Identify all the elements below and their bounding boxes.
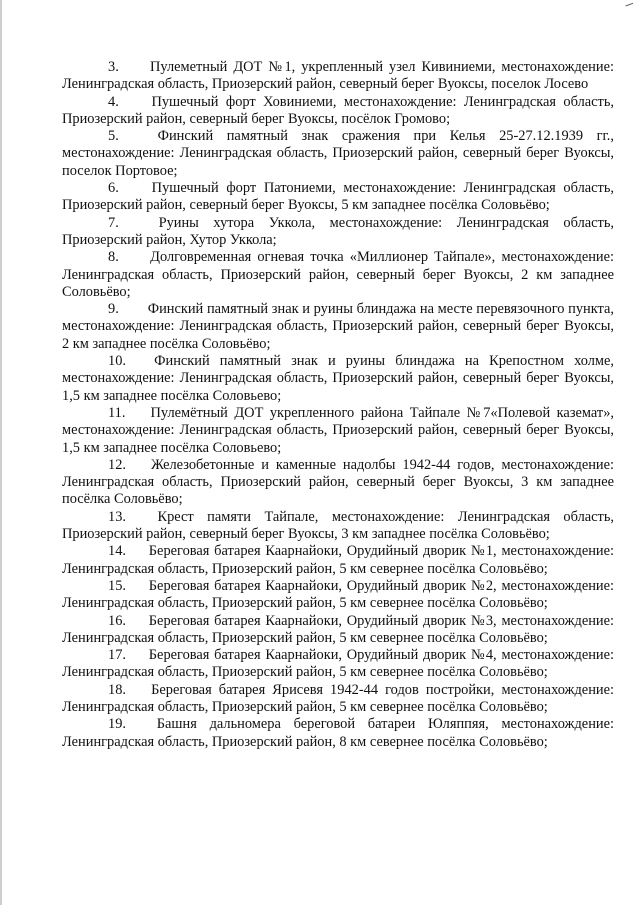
item-number: 4. xyxy=(108,93,119,110)
item-number: 15. xyxy=(108,577,126,594)
monument-list xyxy=(62,59,614,751)
list-item xyxy=(62,682,614,717)
list-item xyxy=(62,509,614,544)
list-item xyxy=(62,613,614,648)
list-item xyxy=(62,94,614,129)
item-number: 10. xyxy=(108,353,126,370)
item-number: 11. xyxy=(108,404,126,421)
item-text: Железобетонные и каменные надолбы 1942-44 годов, местонахождение: Ленинградская область, Приозерский район, северный берег Вуоксы, 3 км западнее посёлка Соловьёво; xyxy=(62,456,614,508)
item-number: 14. xyxy=(108,543,126,560)
item-text: Финский памятный знак и руины блиндажа на Крепостном холме, местонахождение: Ленинградская область, Приозерский район, северный берег Вуоксы, 1,5 км западнее посёлка Соловьево; xyxy=(62,353,614,404)
item-text: Пулеметный ДОТ №1, укрепленный узел Кивиниеми, местонахождение: Ленинградская область, Приозерский район, северный берег Вуоксы, поселок Лосево xyxy=(62,59,614,93)
list-item xyxy=(62,59,614,94)
item-number: 5. xyxy=(108,128,119,145)
item-text: Береговая батарея Каарнайоки, Орудийный дворик №2, местонахождение: Ленинградская область, Приозерский район, 5 км севернее посёлка Соловьёво; xyxy=(62,577,614,612)
list-item xyxy=(62,647,614,682)
item-number: 6. xyxy=(108,180,119,197)
item-number: 9. xyxy=(108,301,119,318)
item-text: Крест памяти Тайпале, местонахождение: Ленинградская область, Приозерский район, северный берег Вуоксы, 3 км западнее посёлка Соловьёво; xyxy=(62,508,614,543)
list-item xyxy=(62,215,614,250)
item-text: Руины хутора Уккола, местонахождение: Ленинградская область, Приозерский район, Хутор Уккола; xyxy=(62,214,614,248)
list-item xyxy=(62,301,614,353)
list-item xyxy=(62,405,614,457)
item-text: Береговая батарея Ярисевя 1942-44 годов постройки, местонахождение: Ленинградская область, Приозерский район, 5 км севернее посёлка Соловьёво; xyxy=(62,681,614,715)
list-item xyxy=(62,353,614,405)
item-text: Долговременная огневая точка «Миллионер Тайпале», местонахождение: Ленинградская область, Приозерский район, северный берег Вуоксы, 2 км западнее Соловьёво; xyxy=(62,249,614,300)
scan-left-edge xyxy=(0,0,2,905)
list-item xyxy=(62,716,614,751)
list-item xyxy=(62,543,614,578)
item-number: 19. xyxy=(108,716,126,733)
item-text: Береговая батарея Каарнайоки, Орудийный дворик №3, местонахождение: Ленинградская область, Приозерский район, 5 км севернее посёлка Соловьёво; xyxy=(62,612,614,646)
item-number: 16. xyxy=(108,612,126,629)
item-text: Пушечный форт Ховиниеми, местонахождение: Ленинградская область, Приозерский район, северный берег Вуоксы, посёлок Громово; xyxy=(62,93,614,127)
item-number: 8. xyxy=(108,249,119,266)
list-item xyxy=(62,578,614,613)
list-item xyxy=(62,249,614,301)
item-number: 12. xyxy=(108,456,126,473)
scan-corner-mark xyxy=(625,3,634,10)
item-text: Финский памятный знак и руины блиндажа на месте перевязочного пункта, местонахождение: Ленинградская область, Приозерский район, северный берег Вуоксы, 2 км западнее посёлка Соловьёво; xyxy=(62,301,614,352)
item-text: Береговая батарея Каарнайоки, Орудийный дворик №1, местонахождение: Ленинградская область, Приозерский район, 5 км севернее посёлка Соловьёво; xyxy=(62,543,614,577)
list-item xyxy=(62,180,614,215)
item-number: 13. xyxy=(108,508,126,525)
item-number: 7. xyxy=(108,214,119,231)
item-text: Башня дальномера береговой батареи Юляппяя, местонахождение: Ленинградская область, Приозерский район, 8 км севернее посёлка Соловьёво; xyxy=(62,716,614,750)
item-text: Пулемётный ДОТ укрепленного района Тайпале №7«Полевой каземат», местонахождение: Ленинградская область, Приозерский район, северный берег Вуоксы, 1,5 км западнее посёлка Соловьево; xyxy=(62,404,614,456)
item-text: Береговая батарея Каарнайоки, Орудийный дворик №4, местонахождение: Ленинградская область, Приозерский район, 5 км севернее посёлка Соловьёво; xyxy=(62,647,614,681)
item-text: Финский памятный знак сражения при Келья 25-27.12.1939 гг., местонахождение: Ленинградская область, Приозерский район, северный берег Вуоксы, поселок Портовое; xyxy=(62,128,614,179)
item-number: 3. xyxy=(108,59,119,75)
list-item xyxy=(62,128,614,180)
item-number: 17. xyxy=(108,647,126,664)
list-item xyxy=(62,457,614,509)
item-text: Пушечный форт Патониеми, местонахождение: Ленинградская область, Приозерский район, северный берег Вуоксы, 5 км западнее посёлка Соловьёво; xyxy=(62,180,614,214)
item-number: 18. xyxy=(108,681,126,698)
